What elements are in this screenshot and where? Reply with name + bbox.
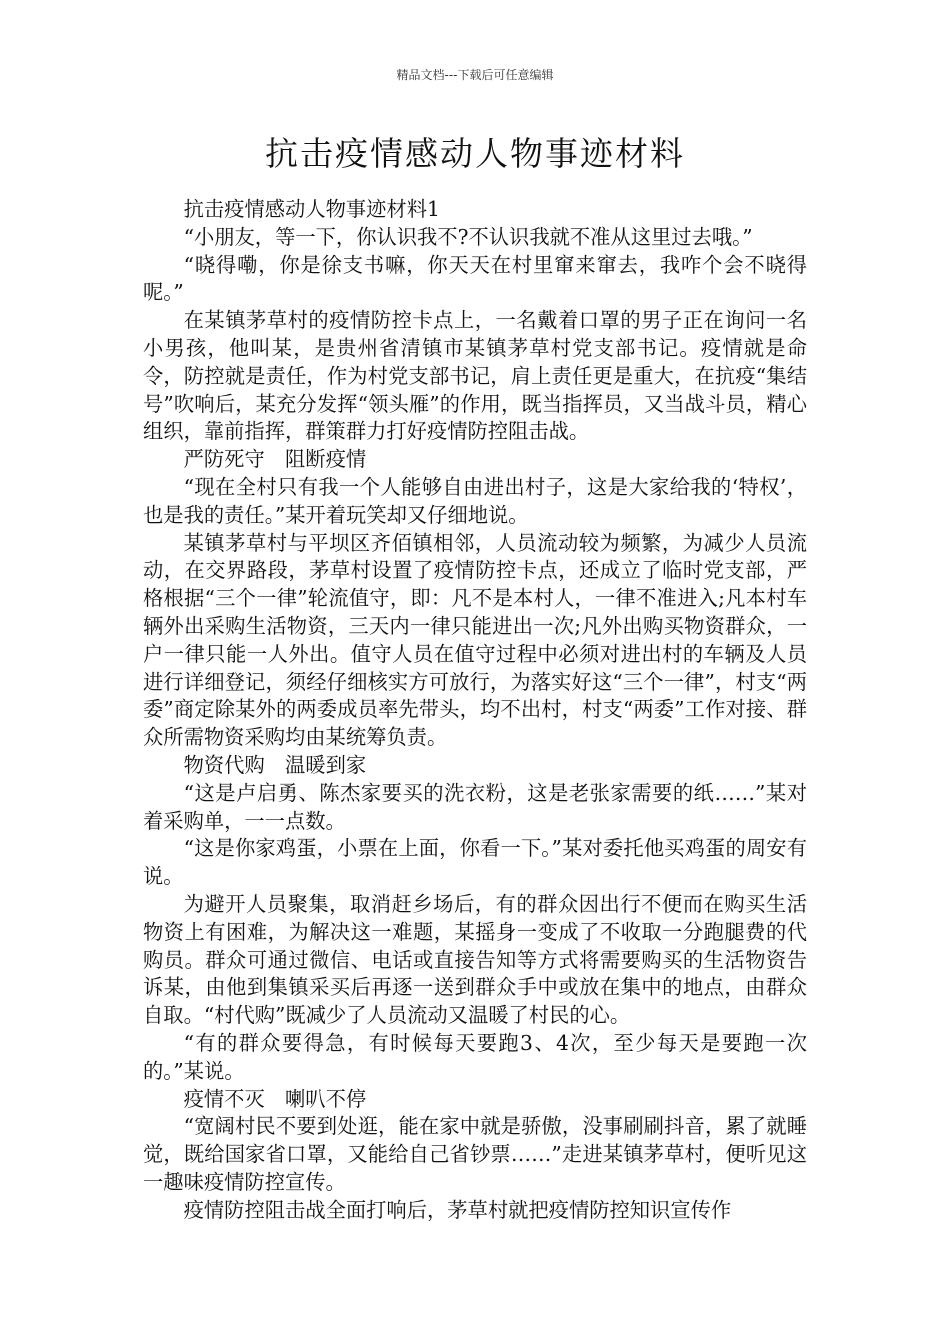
paragraph: “这是卢启勇、陈杰家要买的洗衣粉，这是老张家需要的纸……”某对着采购单，一一点数。 — [143, 780, 807, 833]
paragraph: “宽阔村民不要到处逛，能在家中就是骄傲，没事刷刷抖音，累了就睡觉，既给国家省口罩，又能给自己省钞票……”走进某镇茅草村，便听见这一趣味疫情防控宣传。 — [143, 1114, 807, 1194]
header-note: 精品文档---下载后可任意编辑 — [396, 68, 554, 82]
paragraph: “现在全村只有我一个人能够自由进出村子，这是大家给我的‘特权’，也是我的责任。”某开着玩笑却又仔细地说。 — [143, 474, 807, 527]
paragraph: “晓得嘞，你是徐支书嘛，你天天在村里窜来窜去，我咋个会不晓得呢。” — [143, 252, 807, 305]
paragraph: 为避开人员聚集，取消赶乡场后，有的群众因出行不便而在购买生活物资上有困难，为解决这一难题，某摇身一变成了不收取一分跑腿费的代购员。群众可通过微信、电话或直接告知等方式将需要购买的生活物资告诉某，由他到集镇采买后再逐一送到群众手中或放在集中的地点，由群众自取。“村代购”既减少了人员流动又温暖了村民的心。 — [143, 891, 807, 1028]
paragraph: “这是你家鸡蛋，小票在上面，你看一下。”某对委托他买鸡蛋的周安有说。 — [143, 836, 807, 889]
subheading: 物资代购 温暖到家 — [183, 752, 367, 777]
document-body — [143, 196, 807, 1224]
document-title: 抗击疫情感动人物事迹材料 — [265, 134, 685, 173]
paragraph: 某镇茅草村与平坝区齐佰镇相邻，人员流动较为频繁，为减少人员流动，在交界路段，茅草村设置了疫情防控卡点，还成立了临时党支部，严格根据“三个一律”轮流值守，即：凡不是本村人，一律不准进入;凡本村车辆外出采购生活物资，三天内一律只能进出一次;凡外出购买物资群众，一户一律只能一人外出。值守人员在值守过程中必须对进出村的车辆及人员进行详细登记，须经仔细核实方可放行，为落实好这“三个一律”，村支“两委”商定除某外的两委成员率先带头，均不出村，村支“两委”工作对接、群众所需物资采购均由某统筹负责。 — [143, 530, 807, 750]
paragraph: “有的群众要得急，有时候每天要跑3、4次，至少每天是要跑一次的。”某说。 — [143, 1030, 807, 1083]
section-heading: 抗击疫情感动人物事迹材料1 — [183, 197, 440, 221]
paragraph: 疫情防控阻击战全面打响后，茅草村就把疫情防控知识宣传作 — [183, 1197, 732, 1222]
paragraph: 在某镇茅草村的疫情防控卡点上，一名戴着口罩的男子正在询问一名小男孩，他叫某，是贵州省清镇市某镇茅草村党支部书记。疫情就是命令，防控就是责任，作为村党支部书记，肩上责任更是重大，在抗疫“集结号”吹响后，某充分发挥“领头雁”的作用，既当指挥员，又当战斗员，精心组织，靠前指挥，群策群力打好疫情防控阻击战。 — [143, 308, 807, 444]
subheading: 严防死守 阻断疫情 — [183, 447, 367, 472]
paragraph: “小朋友，等一下，你认识我不?不认识我就不准从这里过去哦。” — [183, 224, 753, 249]
subheading: 疫情不灭 喇叭不停 — [183, 1086, 367, 1111]
